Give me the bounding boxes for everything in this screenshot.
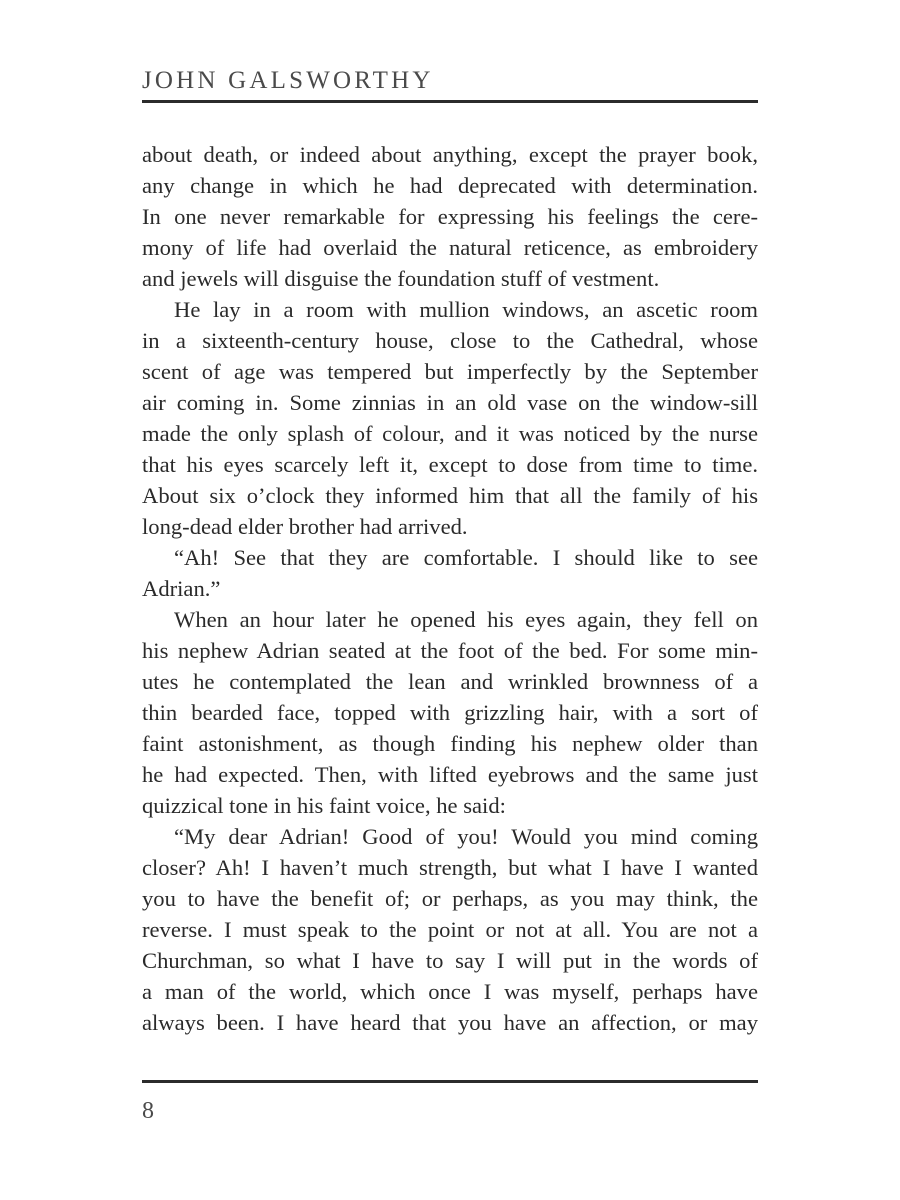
paragraph — [142, 542, 758, 604]
text-line: Adrian.” — [142, 576, 221, 601]
text-line: scent of age was tempered but imperfectly by the September — [142, 359, 758, 384]
footer-rule — [142, 1080, 758, 1083]
text-line: and jewels will disguise the foundation stuff of vestment. — [142, 266, 660, 291]
text-line: “My dear Adrian! Good of you! Would you mind coming — [174, 824, 758, 849]
page-number: 8 — [142, 1098, 154, 1124]
paragraph — [142, 604, 758, 821]
paragraph — [142, 139, 758, 294]
text-line: in a sixteenth-century house, close to the Cathedral, whose — [142, 328, 758, 353]
paragraph — [142, 821, 758, 1038]
text-line: In one never remarkable for expressing his feelings the cere- — [142, 204, 758, 229]
text-line: air coming in. Some zinnias in an old vase on the window-sill — [142, 390, 758, 415]
text-line: he had expected. Then, with lifted eyebrows and the same just — [142, 762, 758, 787]
paragraph — [142, 294, 758, 542]
text-line: closer? Ah! I haven’t much strength, but what I have I wanted — [142, 855, 758, 880]
body-text — [142, 139, 758, 1038]
text-line: He lay in a room with mullion windows, an ascetic room — [174, 297, 758, 322]
text-line: mony of life had overlaid the natural reticence, as embroidery — [142, 235, 758, 260]
text-line: that his eyes scarcely left it, except to dose from time to time. — [142, 452, 758, 477]
text-line: you to have the benefit of; or perhaps, as you may think, the — [142, 886, 758, 911]
text-line: thin bearded face, topped with grizzling hair, with a sort of — [142, 700, 758, 725]
text-line: Churchman, so what I have to say I will put in the words of — [142, 948, 758, 973]
text-line: quizzical tone in his faint voice, he said: — [142, 793, 506, 818]
text-line: his nephew Adrian seated at the foot of the bed. For some min- — [142, 638, 758, 663]
text-line: When an hour later he opened his eyes again, they fell on — [174, 607, 758, 632]
text-line: About six o’clock they informed him that all the family of his — [142, 483, 758, 508]
text-line: any change in which he had deprecated with determination. — [142, 173, 758, 198]
header-rule — [142, 100, 758, 103]
text-line: made the only splash of colour, and it was noticed by the nurse — [142, 421, 758, 446]
text-line: utes he contemplated the lean and wrinkled brownness of a — [142, 669, 758, 694]
running-head-author: JOHN GALSWORTHY — [142, 67, 434, 94]
text-line: long-dead elder brother had arrived. — [142, 514, 468, 539]
text-line: reverse. I must speak to the point or not at all. You are not a — [142, 917, 758, 942]
text-line: a man of the world, which once I was myself, perhaps have — [142, 979, 758, 1004]
text-line: always been. I have heard that you have an affection, or may — [142, 1010, 758, 1035]
text-line: “Ah! See that they are comfortable. I should like to see — [174, 545, 758, 570]
text-line: faint astonishment, as though finding his nephew older than — [142, 731, 758, 756]
text-line: about death, or indeed about anything, except the prayer book, — [142, 142, 758, 167]
